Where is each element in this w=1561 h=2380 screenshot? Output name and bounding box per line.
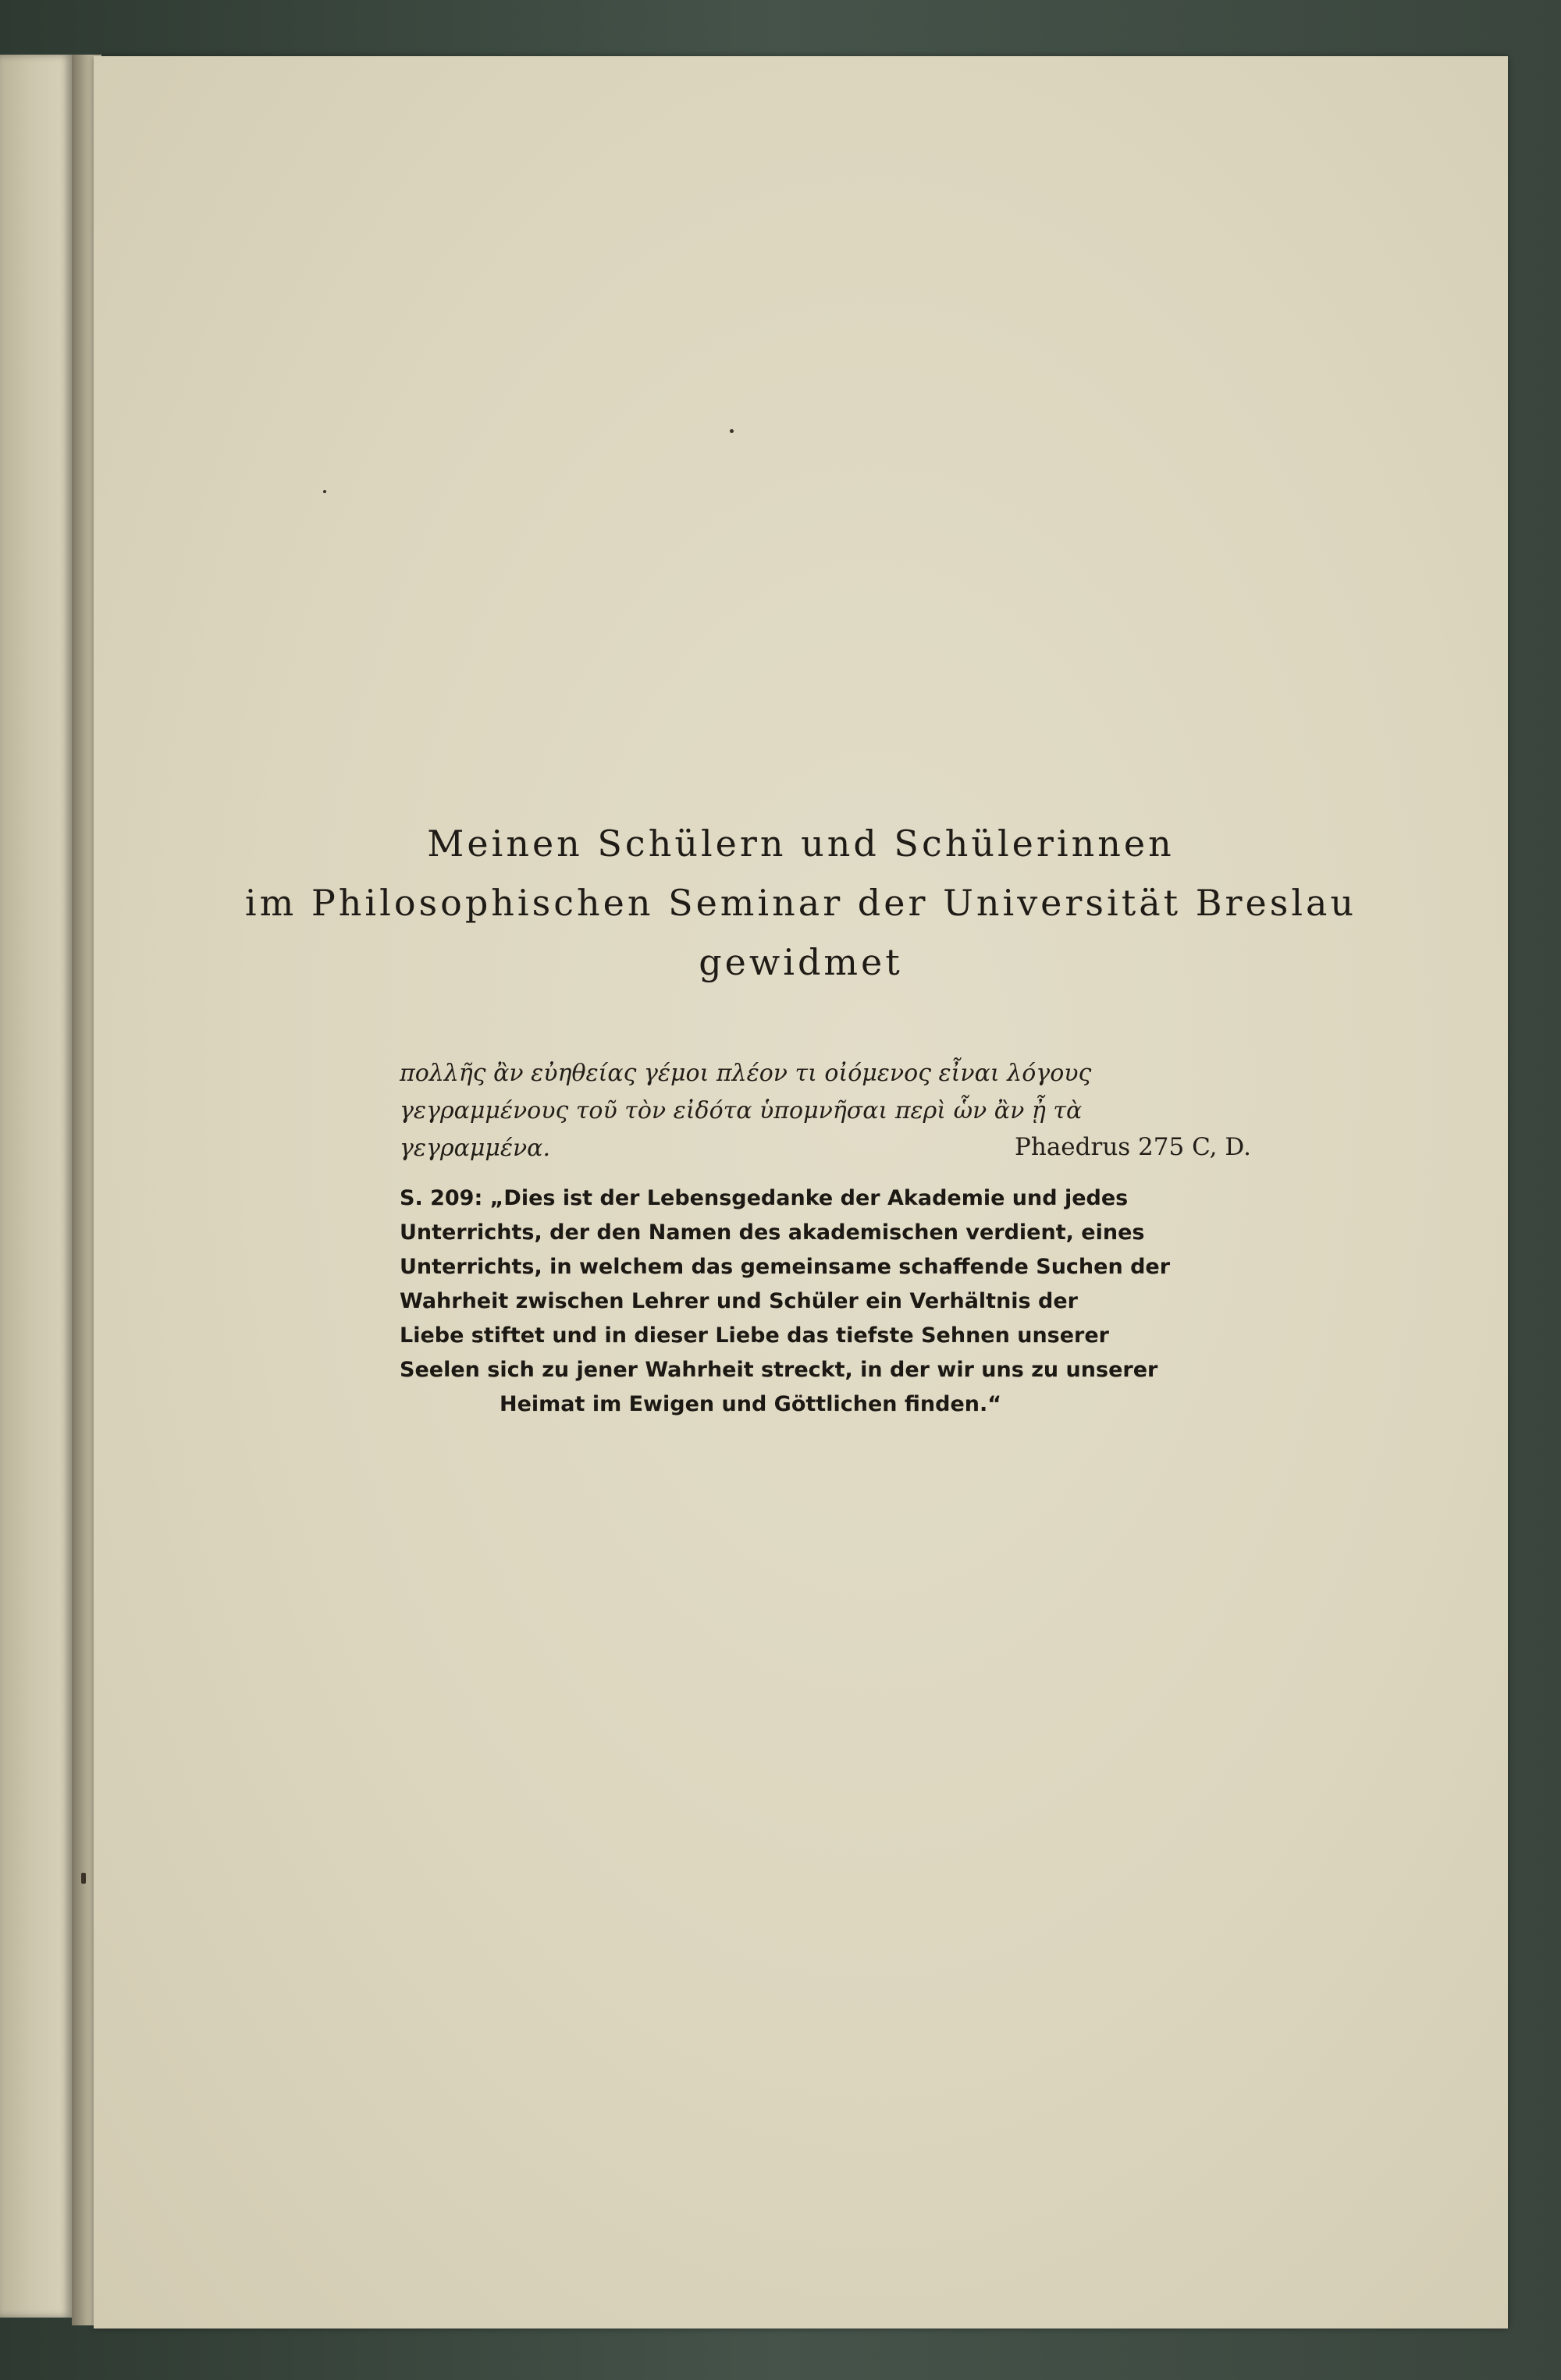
greek-epigraph-line: γεγραμμένους τοῦ τὸν εἰδότα ὑπομνῆσαι περὶ ὧν ἂν ᾖ τὰ — [400, 1097, 1083, 1124]
dedication-line-1: Meinen Schülern und Schülerinnen — [427, 822, 1175, 865]
page-content — [94, 56, 1508, 2328]
quote-line: Seelen sich zu jener Wahrheit streckt, in der wir uns zu unserer — [400, 1358, 1158, 1382]
quote-line: S. 209: „Dies ist der Lebensgedanke der Akademie und jedes — [400, 1186, 1129, 1210]
quote-line: Heimat im Ewigen und Göttlichen finden.“ — [500, 1392, 1001, 1416]
quote-line: Wahrheit zwischen Lehrer und Schüler ein Verhältnis der — [400, 1289, 1078, 1313]
paper-speck — [81, 1873, 86, 1884]
greek-epigraph-line: γεγραμμένα. — [400, 1135, 550, 1162]
book-page — [94, 56, 1508, 2328]
previous-page-edge — [0, 55, 72, 2318]
dedication-line-2: im Philosophischen Seminar der Universität Breslau — [244, 882, 1357, 924]
greek-epigraph-line: πολλῆς ἂν εὐηθείας γέμοι πλέον τι οἰόμενος εἶναι λόγους — [400, 1060, 1092, 1087]
quote-line: Unterrichts, in welchem das gemeinsame schaffende Suchen der — [400, 1255, 1171, 1279]
quote-line: Liebe stiftet und in dieser Liebe das tiefste Sehnen unserer — [400, 1323, 1109, 1348]
quote-line: Unterrichts, der den Namen des akademischen verdient, eines — [400, 1220, 1145, 1245]
epigraph-citation: Phaedrus 275 C, D. — [1015, 1133, 1251, 1161]
dedication-line-3: gewidmet — [699, 941, 903, 983]
